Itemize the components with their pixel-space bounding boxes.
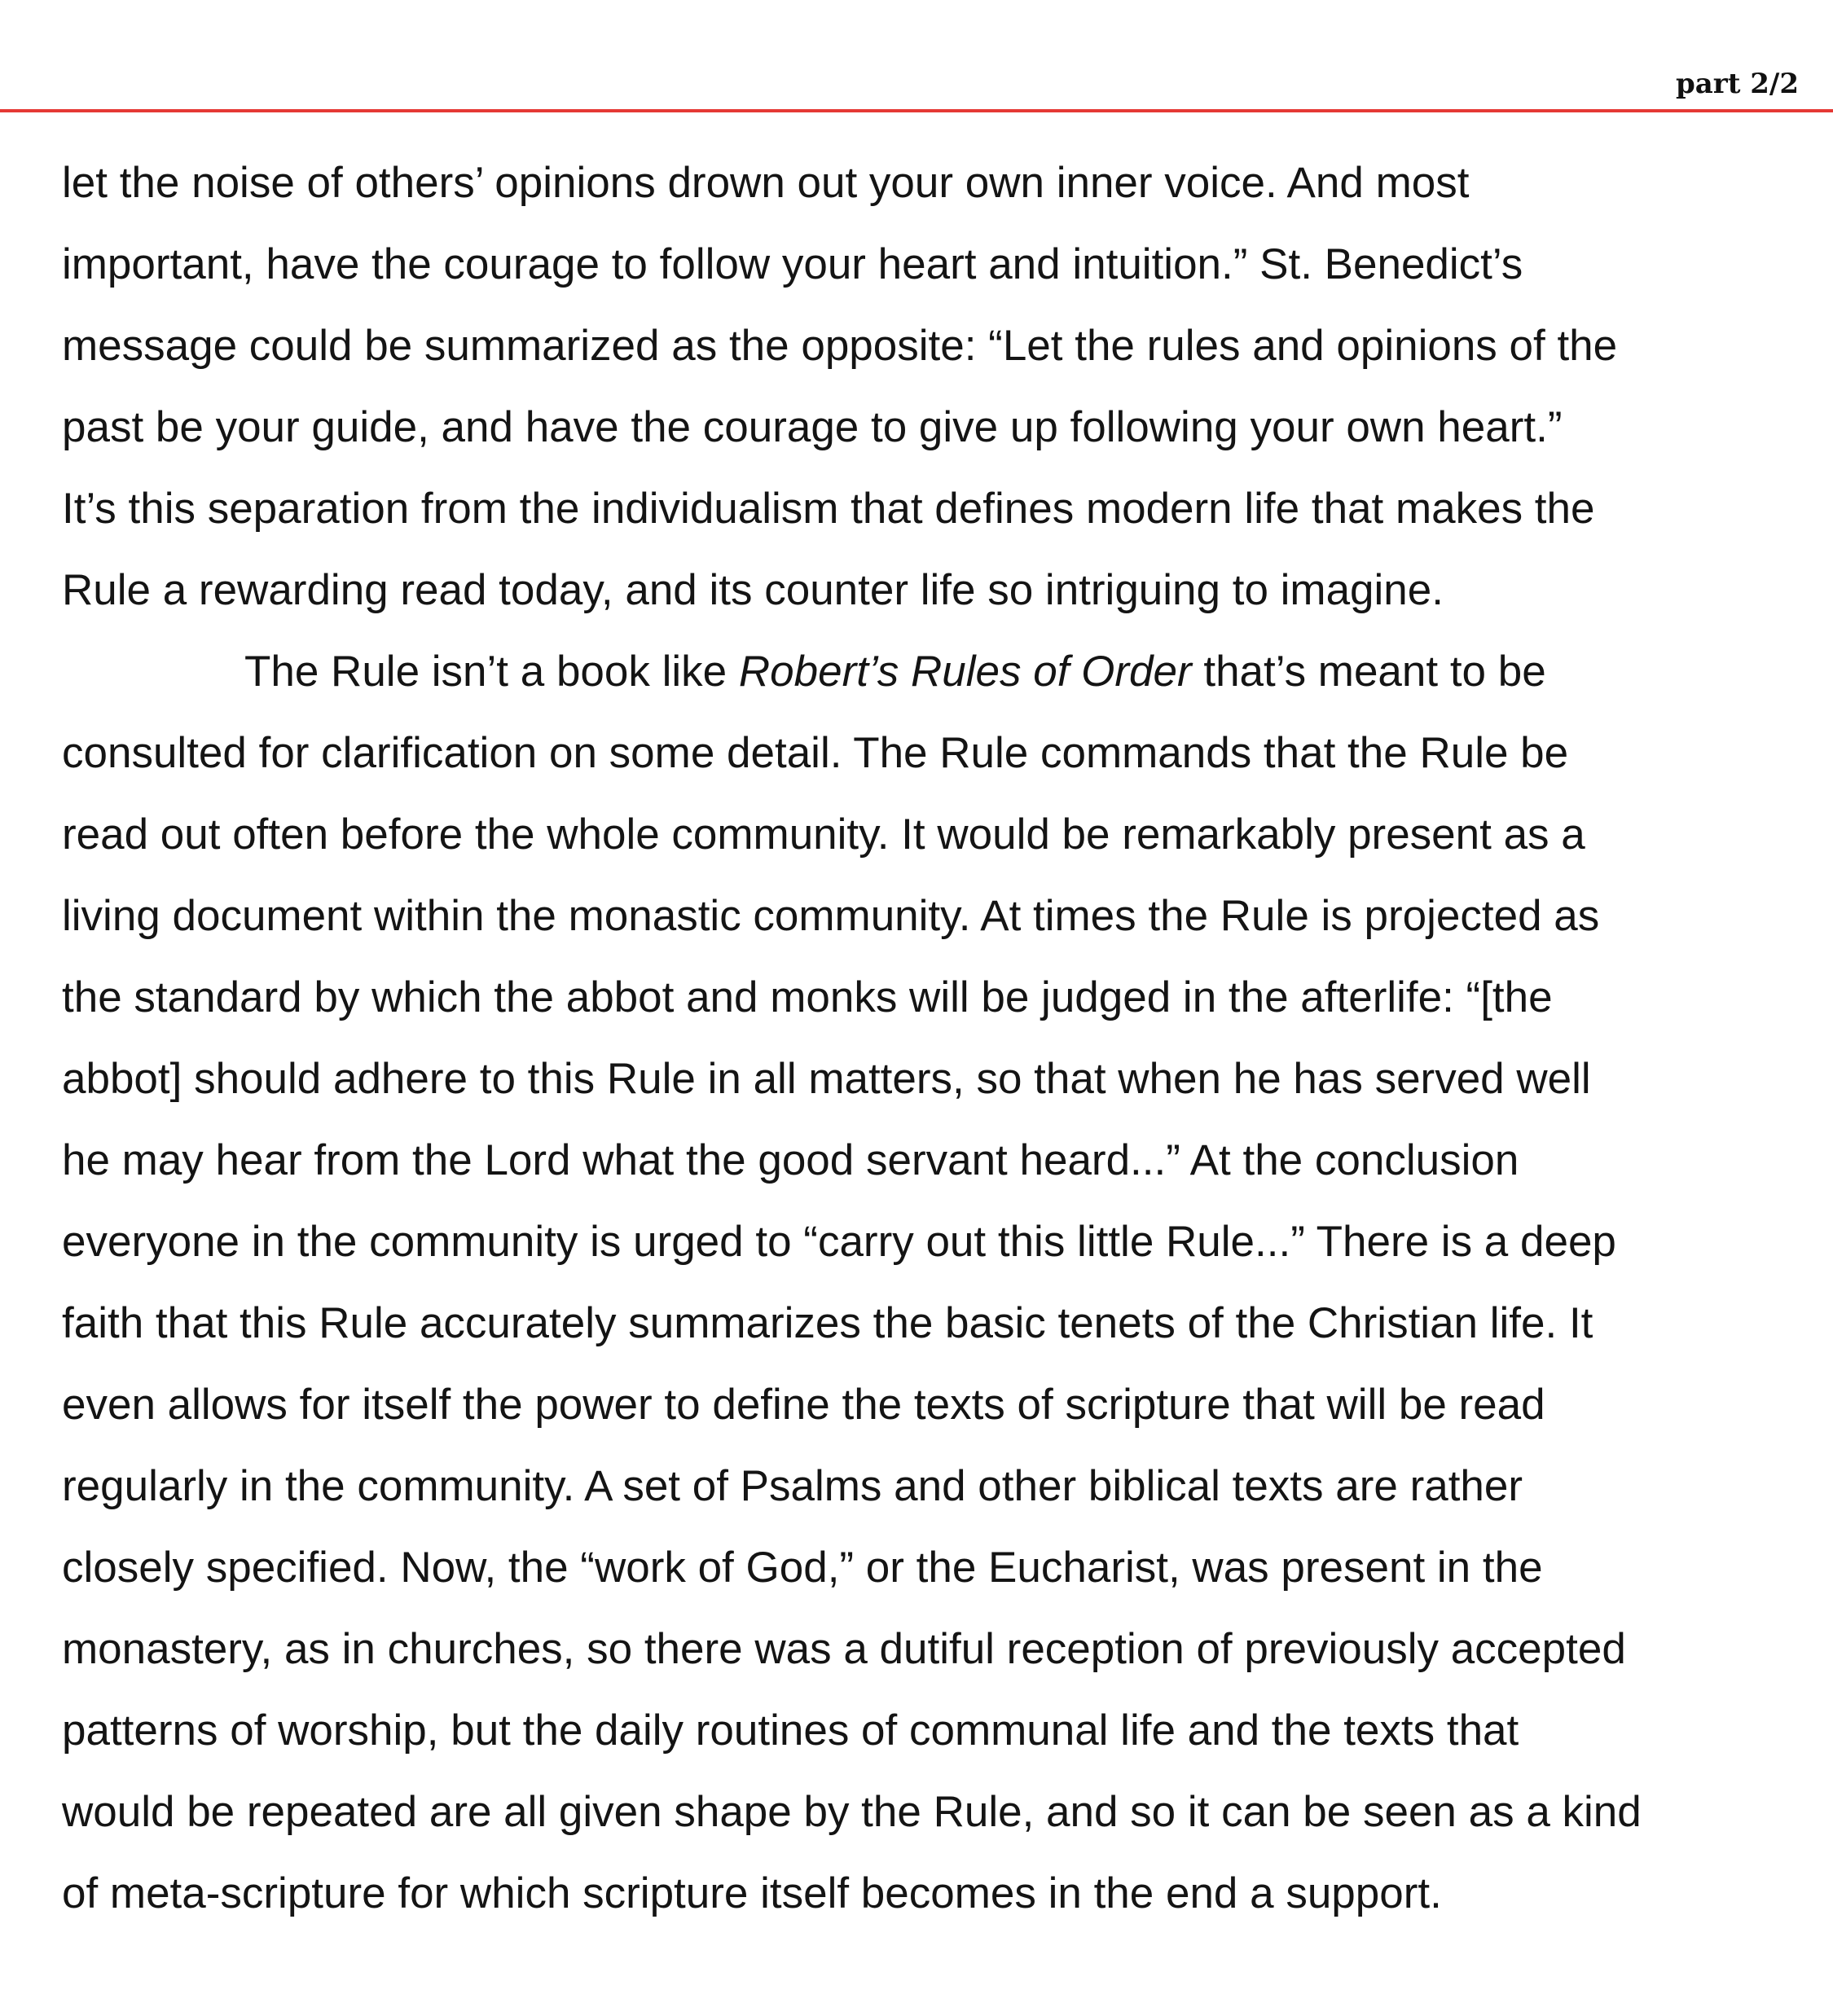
- paragraph-2-line: everyone in the community is urged to “carry out this little Rule...” There is a deep: [62, 1218, 1616, 1266]
- paragraph-2-line: living document within the monastic community. At times the Rule is projected as: [62, 892, 1600, 940]
- paragraph-1-line: let the noise of others’ opinions drown out your own inner voice. And most: [62, 159, 1470, 207]
- paragraph-2-line: would be repeated are all given shape by the Rule, and so it can be seen as a kind: [62, 1788, 1642, 1836]
- paragraph-2-trail-text: that’s meant to be: [1191, 648, 1546, 696]
- paragraph-2-line: patterns of worship, but the daily routines of communal life and the texts that: [62, 1706, 1519, 1755]
- paragraph-1-line: message could be summarized as the opposite: “Let the rules and opinions of the: [62, 322, 1618, 370]
- paragraph-2-lead-text: The Rule isn’t a book like: [244, 648, 739, 696]
- paragraph-2-line: abbot] should adhere to this Rule in all matters, so that when he has served well: [62, 1055, 1591, 1103]
- paragraph-2-line: the standard by which the abbot and monks will be judged in the afterlife: “[the: [62, 973, 1553, 1021]
- paragraph-2-line: read out often before the whole community. It would be remarkably present as a: [62, 810, 1585, 859]
- paragraph-2-first-line: [62, 631, 1805, 713]
- paragraph-2-line: he may hear from the Lord what the good servant heard...” At the conclusion: [62, 1136, 1519, 1184]
- paragraph-1-line: important, have the courage to follow your heart and intuition.” St. Benedict’s: [62, 240, 1523, 288]
- paragraph-2-line: of meta-scripture for which scripture itself becomes in the end a support.: [62, 1869, 1442, 1917]
- header-rule: [0, 109, 1833, 112]
- paragraph-1-line: It’s this separation from the individualism that defines modern life that makes the: [62, 485, 1595, 533]
- paragraph-2-line: faith that this Rule accurately summarizes the basic tenets of the Christian life. It: [62, 1299, 1593, 1347]
- document-body: [62, 143, 1805, 1935]
- paragraph-2-line: even allows for itself the power to define the texts of scripture that will be read: [62, 1381, 1545, 1429]
- paragraph-2-line: closely specified. Now, the “work of God,” or the Eucharist, was present in the: [62, 1544, 1543, 1592]
- paragraph-2-line: consulted for clarification on some detail. The Rule commands that the Rule be: [62, 729, 1569, 777]
- paragraph-2-line: regularly in the community. A set of Psalms and other biblical texts are rather: [62, 1462, 1523, 1510]
- paragraph-2-line: monastery, as in churches, so there was a dutiful reception of previously accepted: [62, 1625, 1626, 1673]
- paragraph-1-line: Rule a rewarding read today, and its counter life so intriguing to imagine.: [62, 566, 1444, 614]
- book-title-italic: Robert’s Rules of Order: [738, 648, 1192, 696]
- paragraph-1-line: past be your guide, and have the courage to give up following your own heart.”: [62, 403, 1563, 451]
- page-marker: part 2/2: [1676, 68, 1799, 100]
